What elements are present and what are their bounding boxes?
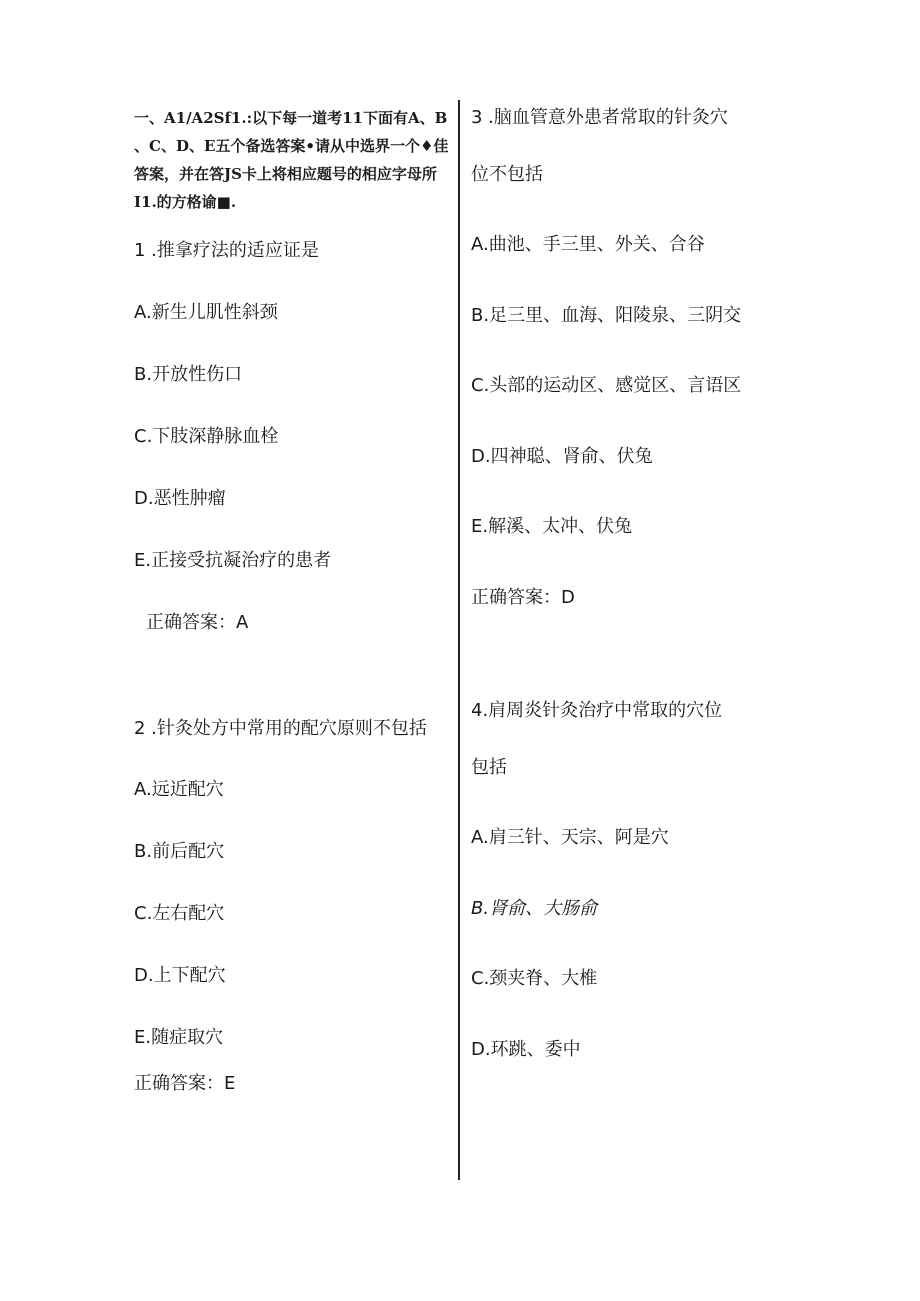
question-1-option-d: D.恶性肿瘤 (134, 488, 226, 509)
question-3-option-a: A.曲池、手三里、外关、合谷 (471, 234, 705, 255)
column-divider (458, 100, 460, 1180)
question-1-option-a: A.新生儿肌性斜颈 (134, 302, 278, 323)
question-3-option-d: D.四神聪、肾俞、伏兔 (471, 446, 653, 467)
question-2-option-c: C.左右配穴 (134, 903, 225, 924)
question-4-stem-line-1: 4.肩周炎针灸治疗中常取的穴位 (471, 700, 723, 721)
question-1-answer: 正确答案：A (146, 612, 249, 633)
instructions-line-2: 、C、D、E五个备选答案•请从中选界一个♦佳 (134, 137, 449, 155)
question-2-stem: 2 .针灸处方中常用的配穴原则不包括 (134, 718, 427, 739)
question-2-option-e: E.随症取穴 (134, 1027, 224, 1048)
question-3-stem-line-1: 3 .脑血管意外患者常取的针灸穴 (471, 107, 728, 128)
question-2-answer: 正确答案：E (134, 1073, 236, 1094)
question-1-stem: 1 .推拿疗法的适应证是 (134, 240, 319, 261)
question-3-stem-line-2: 位不包括 (471, 164, 543, 185)
question-1-option-e: E.正接受抗凝治疗的患者 (134, 550, 332, 571)
instructions-line-1: 一、A1/A2Sf1.:以下每一道考11下面有A、B (134, 109, 448, 127)
instructions-line-4: I1.的方格谕■. (134, 193, 237, 211)
question-3-option-b: B.足三里、血海、阳陵泉、三阴交 (471, 305, 742, 326)
question-3-option-c: C.头部的运动区、感觉区、言语区 (471, 375, 742, 396)
question-4-option-b: B.肾俞、大肠俞 (471, 898, 598, 919)
question-2-option-d: D.上下配穴 (134, 965, 226, 986)
question-1-option-c: C.下肢深静脉血栓 (134, 426, 279, 447)
question-4-option-c: C.颈夹脊、大椎 (471, 968, 598, 989)
question-1-option-b: B.开放性伤口 (134, 364, 243, 385)
question-3-answer: 正确答案：D (471, 587, 575, 608)
question-4-option-a: A.肩三针、天宗、阿是穴 (471, 827, 669, 848)
question-3-option-e: E.解溪、太冲、伏兔 (471, 516, 633, 537)
question-2-option-a: A.远近配穴 (134, 779, 224, 800)
question-4-option-d: D.环跳、委中 (471, 1039, 581, 1060)
question-2-option-b: B.前后配穴 (134, 841, 225, 862)
question-4-stem-line-2: 包括 (471, 757, 507, 778)
instructions-line-3: 答案，并在答JS卡上将相应题号的相应字母所 (134, 165, 437, 183)
